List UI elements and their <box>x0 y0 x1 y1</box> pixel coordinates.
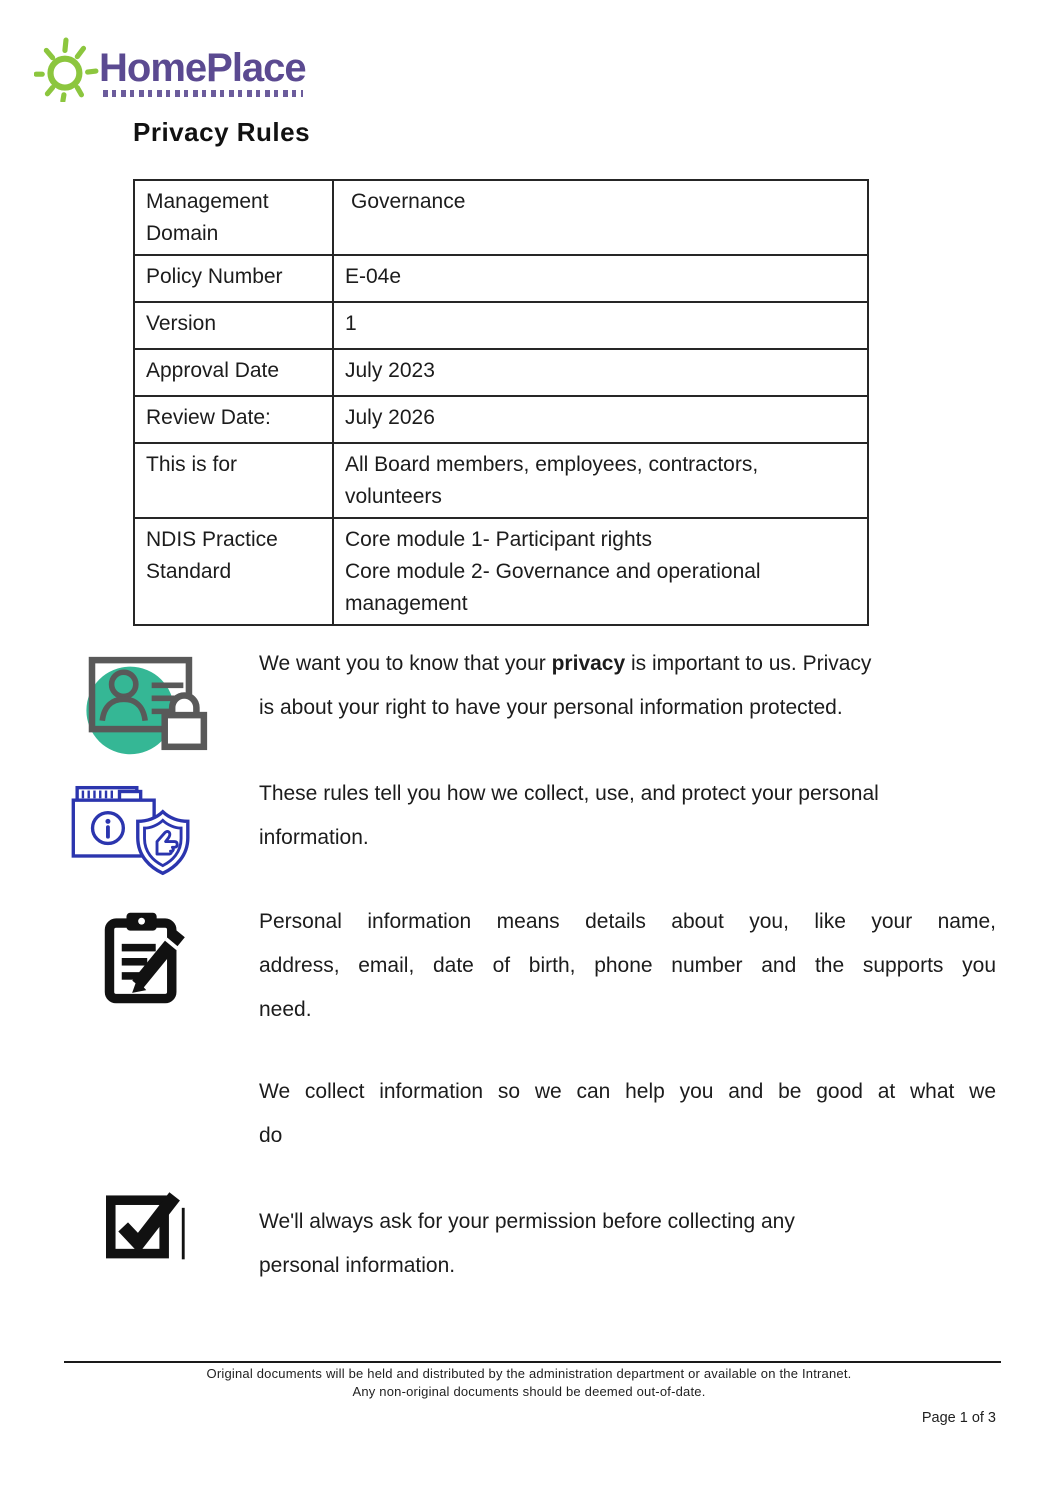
row-label: This is for <box>146 453 238 476</box>
paragraph-privacy-intro <box>259 642 996 730</box>
policy-info-table <box>133 179 869 626</box>
row-value: July 2023 <box>345 359 435 382</box>
brand-wordmark: HomePlace <box>99 46 306 90</box>
row-value: E-04e <box>345 265 402 288</box>
row-value-line: Core module 1- Participant rights <box>345 528 652 551</box>
row-value: Governance <box>351 190 466 213</box>
sun-logo-icon <box>34 36 100 102</box>
row-value: 1 <box>345 312 357 335</box>
row-value-line: management <box>345 592 468 615</box>
table-row <box>134 443 868 518</box>
row-label: Policy Number <box>146 265 283 288</box>
row-label: Version <box>146 312 217 335</box>
paragraph-personal-info <box>259 900 996 1032</box>
row-label: Management Domain <box>146 190 269 245</box>
row-value-line: All Board members, employees, contractors, <box>345 453 759 476</box>
row-value: July 2026 <box>345 406 435 429</box>
table-row <box>134 396 868 443</box>
logo-tagline-clipped <box>103 90 303 97</box>
checkbox-checked-icon <box>102 1184 192 1266</box>
page-title: Privacy Rules <box>133 117 311 147</box>
row-value-line: volunteers <box>345 485 442 508</box>
paragraph-line: address, email, date of birth, phone number and the supports you <box>259 954 996 977</box>
row-label: Review Date: <box>146 406 271 429</box>
paragraph-line <box>259 642 996 686</box>
paragraph-line: Personal information means details about you, like your name, <box>259 910 996 933</box>
table-row <box>134 518 868 625</box>
paragraph-line: is about your right to have your personal information protected. <box>259 696 843 719</box>
paragraph-line: We collect information so we can help you and be good at what we <box>259 1080 996 1103</box>
paragraph-why-collect <box>259 1070 996 1158</box>
footer-note-line2: Any non-original documents should be deemed out-of-date. <box>352 1384 706 1399</box>
table-row <box>134 255 868 302</box>
table-row <box>134 302 868 349</box>
table-row <box>134 349 868 396</box>
row-label: NDIS Practice Standard <box>146 528 278 583</box>
id-card-lock-icon <box>76 648 218 758</box>
clipboard-pencil-icon <box>94 908 208 1008</box>
paragraph-line: do <box>259 1124 283 1147</box>
row-value-line: Core module 2- Governance and operational <box>345 560 761 583</box>
paragraph-rules <box>259 772 996 860</box>
text-span: is important to us. Privacy <box>625 652 872 675</box>
paragraph-line: need. <box>259 998 312 1021</box>
text-span: We want you to know that your <box>259 652 552 675</box>
paragraph-line: personal information. <box>259 1254 456 1277</box>
table-row <box>134 180 868 255</box>
bold-privacy-word: privacy <box>551 652 626 675</box>
footer-divider <box>64 1361 1001 1363</box>
paragraph-line: information. <box>259 826 369 849</box>
page-number: Page 1 of 3 <box>921 1410 996 1426</box>
row-label: Approval Date <box>146 359 280 382</box>
paragraph-line: These rules tell you how we collect, use, and protect your personal <box>259 782 879 805</box>
paragraph-line: We'll always ask for your permission before collecting any <box>259 1210 795 1233</box>
paragraph-permission <box>259 1200 996 1288</box>
footer-note-line1: Original documents will be held and distributed by the administration department or available on the Intranet. <box>206 1366 852 1381</box>
folder-info-shield-icon <box>66 779 198 881</box>
